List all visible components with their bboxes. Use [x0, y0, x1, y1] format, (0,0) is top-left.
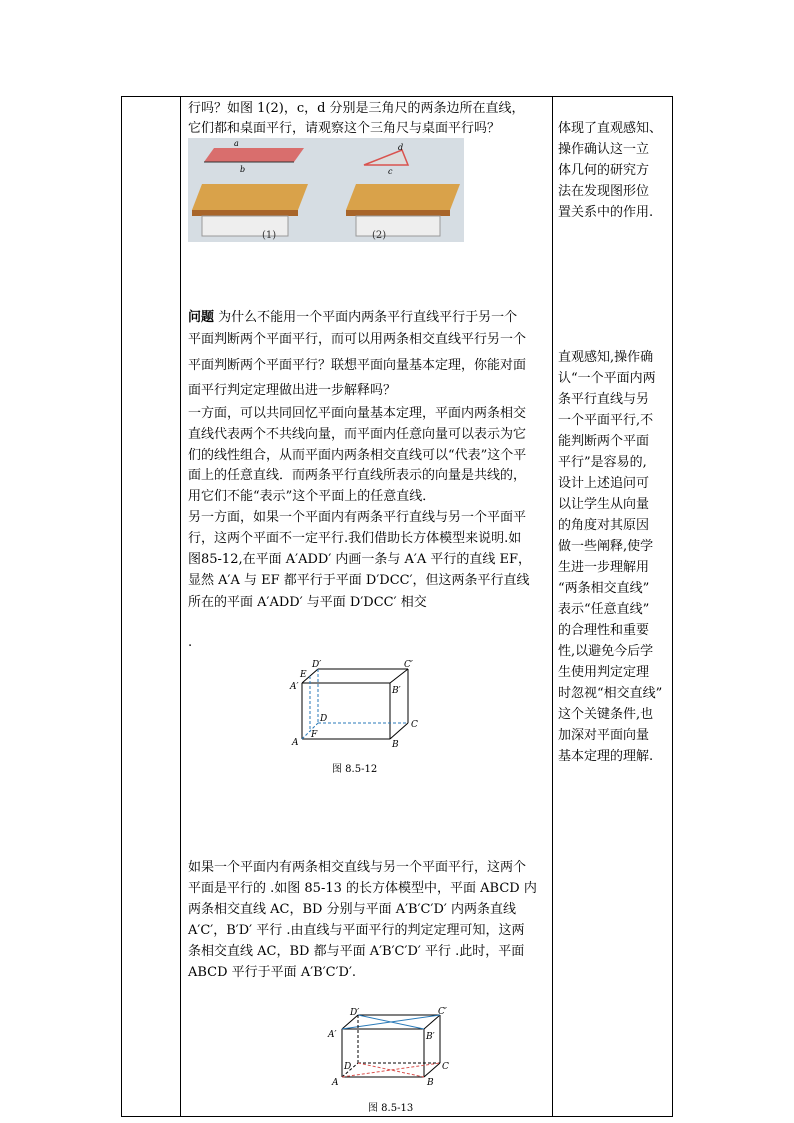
note-line: 条平行直线与另 [558, 392, 650, 407]
note-line: 做一些阐释,使学 [558, 539, 654, 554]
label-F: F [311, 730, 318, 740]
label-d: d [398, 143, 404, 152]
note-line: 加深对平面向量 [558, 728, 650, 743]
figure-8-5-12 [286, 655, 426, 780]
stray-dot: . [188, 635, 193, 650]
label-a: a [234, 139, 239, 148]
label-B: B [392, 740, 399, 750]
figure-caption: 图 8.5-12 [332, 764, 378, 775]
note-line: 这个关键条件,也 [558, 707, 654, 722]
question-line: 面平行判定定理做出进一步解释吗？ [188, 383, 397, 398]
figure-8-5-13 [326, 1005, 466, 1117]
question-label: 问题 [188, 310, 215, 325]
label-c: c [388, 167, 393, 176]
answer-line: 另一方面，如果一个平面内有两条平行直线与另一个平面平 [188, 510, 527, 525]
answer-line: 行，这两个平面不一定平行.我们借助长方体模型来说明.如 [188, 531, 522, 546]
answer-line: 们的线性组合，从而平面内两条相交直线可以“代表”这个平 [188, 448, 527, 463]
label-A1: A′ [328, 1030, 337, 1040]
question-line: 问题 为什么不能用一个平面内两条平行直线平行于另一个 [188, 310, 518, 325]
teaching-note-1 [558, 118, 678, 223]
photo-caption-1: (1) [262, 230, 277, 241]
question-line: 平面判断两个平面平行，而可以用两条相交直线平行另一个 [188, 332, 527, 347]
question-line: 平面判断两个平面平行？联想平面向量基本定理，你能对面 [188, 358, 527, 373]
note-line: 生使用判定定理 [558, 665, 650, 680]
answer-line: 用它们不能“表示”这个平面上的任意直线． [188, 489, 436, 504]
label-D: D [320, 714, 328, 724]
ruler-desk-photo [188, 138, 464, 242]
body-line: 如果一个平面内有两条相交直线与另一个平面平行，这两个 [188, 860, 527, 875]
body-line: 条相交直线 AC，BD 都与平面 A′B′C′D′ 平行 .此时，平面 [188, 944, 525, 959]
note-line: 以让学生从向量 [558, 497, 650, 512]
note-line: 表示“任意直线” [558, 602, 650, 617]
label-C1: C′ [404, 660, 413, 670]
note-line: 认“一个平面内两 [558, 371, 656, 386]
body-line: 它们都和桌面平行，请观察这个三角尺与桌面平行吗？ [188, 121, 501, 136]
note-line: 设计上述追问可 [558, 476, 650, 491]
label-C1: C′ [438, 1007, 447, 1017]
note-line: 基本定理的理解. [558, 749, 654, 764]
answer-line: 所在的平面 A′ADD′ 与平面 D′DCC′ 相交 [188, 595, 427, 610]
note-line: 平行”是容易的, [558, 455, 647, 470]
note-line: 操作确认这一立 [558, 142, 650, 157]
label-C: C [411, 720, 418, 730]
label-b: b [240, 165, 246, 174]
body-line: 两条相交直线 AC，BD 分别与平面 A′B′C′D′ 内两条直线 [188, 902, 516, 917]
body-line: 行吗？如图 1(2)，c，d 分别是三角尺的两条边所在直线， [188, 101, 525, 116]
figure-caption: 图 8.5-13 [368, 1103, 414, 1114]
body-line: A′C′，B′D′ 平行 .由直线与平面平行的判定定理可知，这两 [188, 923, 525, 938]
note-line: 性,以避免今后学 [558, 644, 654, 659]
note-line: 直观感知,操作确 [558, 350, 654, 365]
label-A: A [292, 738, 299, 748]
answer-line: 显然 A′A 与 EF 都平行于平面 D′DCC′，但这两条平行直线 [188, 573, 530, 588]
label-D1: D′ [312, 660, 322, 670]
note-line: 能判断两个平面 [558, 434, 650, 449]
answer-line: 图85-12,在平面 A′ADD′ 内画一条与 A′A 平行的直线 EF， [188, 552, 532, 567]
label-B1: B′ [426, 1032, 435, 1042]
answer-line: 一方面，可以共同回忆平面向量基本定理，平面内两条相交 [188, 406, 527, 421]
label-E: E [300, 670, 307, 680]
note-line: 体几何的研究方 [558, 163, 650, 178]
label-D1: D′ [350, 1008, 360, 1018]
label-C: C [442, 1062, 449, 1072]
note-line: 的角度对其原因 [558, 518, 650, 533]
label-B: B [427, 1078, 434, 1088]
label-B1: B′ [392, 686, 401, 696]
note-line: “两条相交直线” [558, 581, 650, 596]
note-line: 时忽视“相交直线” [558, 686, 663, 701]
note-line: 置关系中的作用. [558, 205, 654, 220]
note-line: 体现了直观感知、 [558, 121, 663, 136]
answer-line: 直线代表两个不共线向量，而平面内任意向量可以表示为它 [188, 427, 527, 442]
photo-caption-2: (2) [372, 230, 387, 241]
ruler-desk-illustration [188, 138, 464, 242]
note-line: 的合理性和重要 [558, 623, 650, 638]
label-A: A [332, 1078, 339, 1088]
note-line: 一个平面平行,不 [558, 413, 654, 428]
answer-line: 面上的任意直线．而两条平行直线所表示的向量是共线的， [188, 468, 527, 483]
note-line: 生进一步理解用 [558, 560, 650, 575]
column-divider [180, 97, 181, 1116]
column-divider [552, 97, 553, 1116]
note-line: 法在发现图形位 [558, 184, 650, 199]
body-line: 平面是平行的 .如图 85-13 的长方体模型中，平面 ABCD 内 [188, 881, 537, 896]
body-line: ABCD 平行于平面 A′B′C′D′. [188, 965, 357, 980]
label-D: D [344, 1062, 352, 1072]
teaching-note-2 [558, 347, 678, 767]
label-A1: A′ [290, 682, 299, 692]
